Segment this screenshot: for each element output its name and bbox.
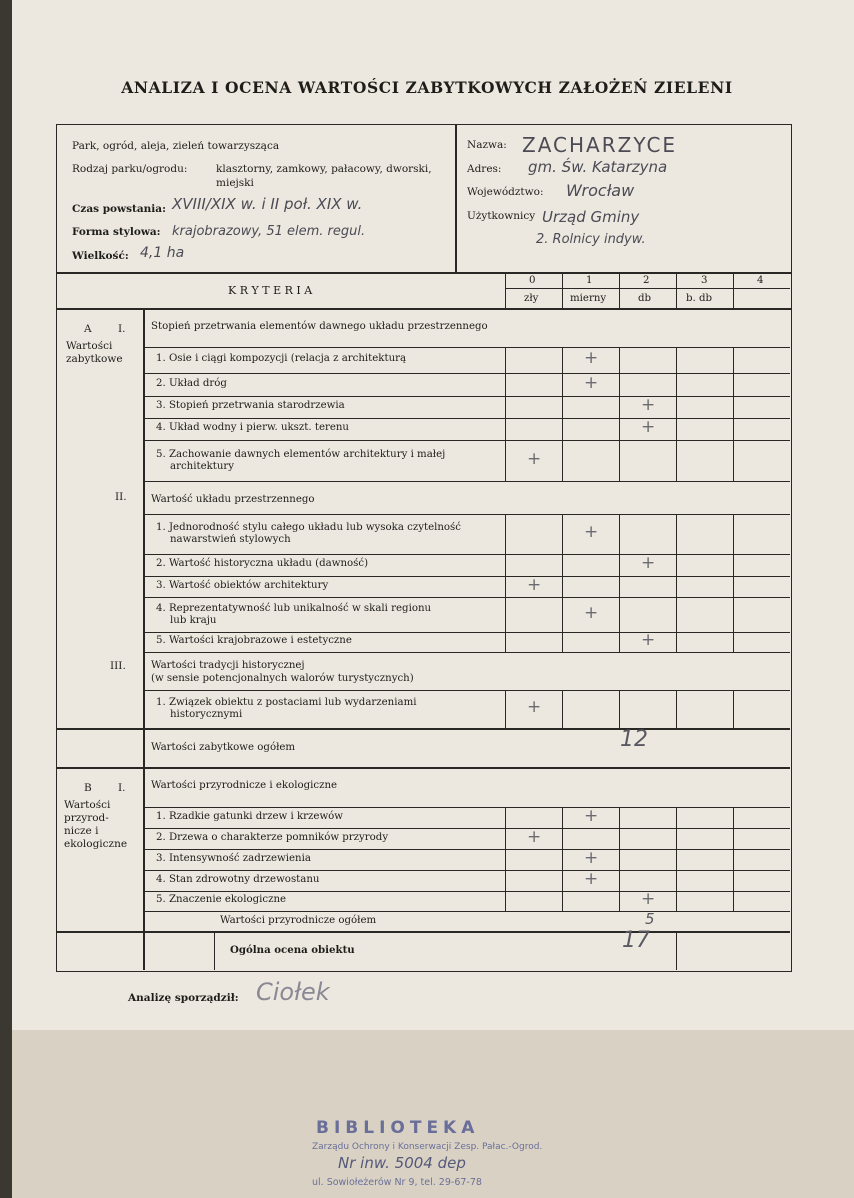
criterion-a2-3-mark: + <box>527 574 542 595</box>
score-col-line <box>676 576 677 597</box>
score-col-line <box>676 828 677 849</box>
score-col-line <box>505 440 506 481</box>
score-col-line <box>733 849 734 870</box>
stamp-institution: Zarządu Ochrony i Konserwacji Zesp. Pałac.-Ogrod. <box>312 1142 543 1152</box>
overall-label: Ogólna ocena obiektu <box>230 944 355 956</box>
header-bottom-line <box>56 272 792 274</box>
score-col-line <box>619 554 620 576</box>
score-col-line <box>562 396 563 418</box>
criterion-a1-5-line <box>143 440 790 441</box>
criterion-b1-2-label: 2. Drzewa o charakterze pomników przyrody <box>156 831 389 843</box>
total-b-value: 5 <box>645 910 655 928</box>
section-a-name: Wartości <box>66 340 113 352</box>
nazwa-value: ZACHARZYCE <box>522 133 678 157</box>
wojewodztwo-label: Województwo: <box>467 186 544 198</box>
score-col-line <box>733 440 734 481</box>
criterion-a2-4-line <box>143 597 790 598</box>
score-col-line <box>619 418 620 440</box>
adres-label: Adres: <box>467 163 502 175</box>
criterion-a2-4-label: 4. Reprezentatywność lub unikalność w skali regionu <box>156 602 432 614</box>
score-col-line <box>505 849 506 870</box>
criterion-a2-2-label: 2. Wartość historyczna układu (dawność) <box>156 558 369 569</box>
score-col-line <box>562 440 563 481</box>
scale-col-line <box>676 272 677 308</box>
criterion-b1-1-mark: + <box>584 805 599 826</box>
score-col-line <box>619 828 620 849</box>
criterion-a3-1-label-2: historycznymi <box>170 709 243 720</box>
score-col-line <box>676 418 677 440</box>
uzytkownicy-label: Użytkownicy <box>467 210 536 222</box>
score-col-line <box>619 347 620 373</box>
scale-3-name: b. db <box>686 293 713 304</box>
score-col-line <box>505 396 506 418</box>
criterion-a1-5-label-2: architektury <box>170 460 235 472</box>
score-col-line <box>505 632 506 652</box>
score-col-line <box>562 514 563 554</box>
score-col-line <box>562 418 563 440</box>
section-b-name-4: ekologiczne <box>64 838 128 850</box>
score-col-line <box>562 870 563 891</box>
score-col-line <box>733 396 734 418</box>
criterion-b1-4-line <box>143 870 790 871</box>
score-col-line <box>505 418 506 440</box>
criterion-a2-1-label-2: nawarstwień stylowych <box>170 534 291 545</box>
scale-4-num: 4 <box>757 275 764 286</box>
score-col-line <box>676 597 677 632</box>
group-a3-title-line <box>143 652 790 653</box>
scale-1-name: mierny <box>570 293 607 304</box>
scale-0-num: 0 <box>529 275 536 286</box>
score-col-line <box>676 849 677 870</box>
scale-col-line <box>733 272 734 308</box>
score-col-line <box>676 891 677 911</box>
criterion-a2-2-line <box>143 554 790 555</box>
prepared-by-signature: Ciołek <box>256 978 330 1006</box>
criteria-header: K R Y T E R I A <box>228 284 313 297</box>
overall-left-line <box>214 931 215 970</box>
criterion-a2-1-line <box>143 514 790 515</box>
scale-0-name: zły <box>524 293 539 304</box>
score-col-line <box>733 347 734 373</box>
scale-col-line <box>619 272 620 308</box>
criterion-a2-4-mark: + <box>584 602 599 623</box>
criterion-a1-3-line <box>143 396 790 397</box>
criterion-b1-3-label: 3. Intensywność zadrzewienia <box>156 852 311 864</box>
criterion-a2-5-line <box>143 632 790 633</box>
criterion-a3-1-line <box>143 690 790 691</box>
section-a-g2-roman: II. <box>115 491 127 503</box>
score-col-line <box>733 870 734 891</box>
score-col-line <box>619 632 620 652</box>
score-col-line <box>676 632 677 652</box>
section-a-letter: A <box>84 323 92 335</box>
criterion-a1-3-label: 3. Stopień przetrwania starodrzewia <box>156 400 345 411</box>
criterion-a2-1-label: 1. Jednorodność stylu całego układu lub wysoka czytelność <box>156 522 461 533</box>
czas-label: Czas powstania: <box>72 203 166 215</box>
scale-2-name: db <box>638 293 652 304</box>
score-col-line <box>676 554 677 576</box>
score-col-line <box>676 690 677 728</box>
score-col-line <box>505 373 506 396</box>
criterion-b1-2-mark: + <box>527 826 542 847</box>
score-col-line <box>562 690 563 728</box>
score-col-line <box>619 514 620 554</box>
scale-1-num: 1 <box>586 275 593 286</box>
section-b-name-2: przyrod- <box>64 812 109 824</box>
section-a-g3-roman: III. <box>110 660 126 672</box>
score-col-line <box>676 396 677 418</box>
section-b-top-line <box>56 767 790 769</box>
total-a-line <box>56 728 790 730</box>
form-title: ANALIZA I OCENA WARTOŚCI ZABYTKOWYCH ZAŁOŻEŃ ZIELENI <box>121 78 733 97</box>
scale-2-num: 2 <box>643 275 650 286</box>
criterion-b1-4-label: 4. Stan zdrowotny drzewostanu <box>156 873 320 885</box>
criterion-a1-1-label: 1. Osie i ciągi kompozycji (relacja z architekturą <box>156 353 407 364</box>
score-col-line <box>505 554 506 576</box>
score-col-line <box>733 597 734 632</box>
criterion-a2-3-line <box>143 576 790 577</box>
criterion-a1-1-line <box>143 347 790 348</box>
total-b-line <box>143 911 790 912</box>
score-col-line <box>619 597 620 632</box>
score-col-line <box>619 849 620 870</box>
wielkosc-label: Wielkość: <box>72 250 129 262</box>
criterion-a2-1-mark: + <box>584 522 599 542</box>
score-col-line <box>505 891 506 911</box>
score-col-line <box>505 347 506 373</box>
group-a2-title-line <box>143 481 790 482</box>
score-col-line <box>505 597 506 632</box>
total-b-label: Wartości przyrodnicze ogółem <box>220 915 377 926</box>
score-col-line <box>562 891 563 911</box>
overall-value: 17 <box>622 928 650 953</box>
scale-col-line <box>505 272 506 308</box>
group-a2-title: Wartość układu przestrzennego <box>151 494 315 505</box>
score-col-line <box>619 807 620 828</box>
park-type-line: Park, ogród, aleja, zieleń towarzysząca <box>72 140 280 152</box>
score-col-line <box>733 418 734 440</box>
score-col-line <box>676 514 677 554</box>
criterion-a2-3-label: 3. Wartość obiektów architektury <box>156 579 329 591</box>
score-col-line <box>562 554 563 576</box>
section-b-roman: I. <box>118 782 126 794</box>
section-b-name-3: nicze i <box>64 825 99 837</box>
rodzaj-options-2: miejski <box>216 177 254 189</box>
page-binding-edge <box>0 0 12 1198</box>
criterion-a1-2-label: 2. Układ dróg <box>156 377 227 389</box>
criterion-a2-5-mark: + <box>641 630 656 650</box>
criterion-b1-3-mark: + <box>584 847 599 868</box>
scale-3-num: 3 <box>701 275 708 286</box>
nazwa-label: Nazwa: <box>467 139 507 151</box>
scale-mid-line <box>505 288 790 289</box>
criterion-a1-2-mark: + <box>584 372 599 393</box>
total-a-label: Wartości zabytkowe ogółem <box>151 742 296 753</box>
score-col-line <box>733 828 734 849</box>
criterion-a1-1-mark: + <box>584 348 599 368</box>
adres-value: gm. Św. Katarzyna <box>528 158 668 176</box>
criterion-b1-2-line <box>143 828 790 829</box>
criterion-b1-5-line <box>143 891 790 892</box>
score-col-line <box>676 807 677 828</box>
score-col-line <box>619 891 620 911</box>
score-col-line <box>733 576 734 597</box>
stamp-library-name: BIBLIOTEKA <box>316 1118 480 1138</box>
criterion-b1-1-label: 1. Rzadkie gatunki drzew i krzewów <box>156 810 344 822</box>
criterion-a1-2-line <box>143 373 790 374</box>
group-b1-title: Wartości przyrodnicze i ekologiczne <box>151 780 338 791</box>
score-col-line <box>733 554 734 576</box>
score-col-line <box>733 632 734 652</box>
overall-right-line <box>676 931 677 970</box>
header-divider <box>455 124 457 272</box>
uzytkownicy-value-1: Urząd Gminy <box>542 208 640 226</box>
score-col-line <box>562 632 563 652</box>
rodzaj-label: Rodzaj parku/ogrodu: <box>72 163 188 175</box>
score-col-line <box>676 440 677 481</box>
criterion-b1-4-mark: + <box>584 868 599 889</box>
score-col-line <box>619 576 620 597</box>
score-col-line <box>505 576 506 597</box>
criterion-a3-1-mark: + <box>527 697 542 717</box>
criterion-a2-4-label-2: lub kraju <box>170 614 217 626</box>
criterion-a3-1-label: 1. Związek obiektu z postaciami lub wydarzeniami <box>156 697 417 708</box>
score-col-line <box>562 347 563 373</box>
score-col-line <box>505 870 506 891</box>
score-col-line <box>733 514 734 554</box>
overall-line <box>56 931 790 933</box>
criterion-b1-1-line <box>143 807 790 808</box>
score-col-line <box>562 807 563 828</box>
library-stamp <box>298 1118 588 1194</box>
section-b-name-1: Wartości <box>64 799 111 811</box>
criterion-a1-4-label: 4. Układ wodny i pierw. ukszt. terenu <box>156 422 349 433</box>
forma-label: Forma stylowa: <box>72 226 161 238</box>
criterion-a1-4-line <box>143 418 790 419</box>
score-col-line <box>505 828 506 849</box>
score-col-line <box>619 440 620 481</box>
total-a-value: 12 <box>620 727 648 752</box>
section-a-roman: I. <box>118 323 126 335</box>
section-a-name-2: zabytkowe <box>66 353 123 365</box>
score-col-line <box>733 690 734 728</box>
score-col-line <box>676 373 677 396</box>
score-col-line <box>562 597 563 632</box>
score-col-line <box>619 870 620 891</box>
wielkosc-value: 4,1 ha <box>140 245 185 261</box>
group-a1-title-line <box>143 308 790 310</box>
criterion-a1-5-mark: + <box>527 448 542 469</box>
score-col-line <box>619 373 620 396</box>
score-col-line <box>562 849 563 870</box>
score-col-line <box>562 373 563 396</box>
criterion-a1-5-label: 5. Zachowanie dawnych elementów architektury i małej <box>156 448 446 460</box>
score-col-line <box>676 870 677 891</box>
score-col-line <box>619 690 620 728</box>
score-col-line <box>733 373 734 396</box>
stamp-address: ul. Sowiołeżerów Nr 9, tel. 29-67-78 <box>312 1177 482 1188</box>
criterion-b1-5-mark: + <box>641 889 656 909</box>
score-col-line <box>733 891 734 911</box>
score-col-line <box>505 807 506 828</box>
score-col-line <box>562 828 563 849</box>
criterion-b1-3-line <box>143 849 790 850</box>
scale-col-line <box>562 272 563 308</box>
criterion-a1-3-mark: + <box>641 395 656 415</box>
criterion-a2-2-mark: + <box>641 553 656 573</box>
score-col-line <box>505 514 506 554</box>
score-col-line <box>619 396 620 418</box>
score-col-line <box>562 576 563 597</box>
score-col-line <box>505 690 506 728</box>
score-col-line <box>676 347 677 373</box>
section-b-letter: B <box>84 782 92 794</box>
czas-value: XVIII/XIX w. i II poł. XIX w. <box>172 195 363 213</box>
criterion-b1-5-label: 5. Znaczenie ekologiczne <box>156 894 287 905</box>
group-a3-title: Wartości tradycji historycznej <box>151 660 305 671</box>
score-col-line <box>733 807 734 828</box>
group-a1-title: Stopień przetrwania elementów dawnego układu przestrzennego <box>151 321 488 332</box>
criterion-a1-4-mark: + <box>641 417 656 437</box>
uzytkownicy-value-2: 2. Rolnicy indyw. <box>536 232 646 247</box>
stamp-inventory: Nr inw. 5004 dep <box>338 1154 466 1172</box>
forma-value: krajobrazowy, 51 elem. regul. <box>172 224 366 239</box>
prepared-by-label: Analizę sporządził: <box>128 992 239 1004</box>
group-a3-title-2: (w sensie potencjonalnych walorów turystycznych) <box>151 673 414 684</box>
rodzaj-options: klasztorny, zamkowy, pałacowy, dworski, <box>216 163 432 175</box>
wojewodztwo-value: Wrocław <box>566 181 635 200</box>
criterion-a2-5-label: 5. Wartości krajobrazowe i estetyczne <box>156 635 352 646</box>
